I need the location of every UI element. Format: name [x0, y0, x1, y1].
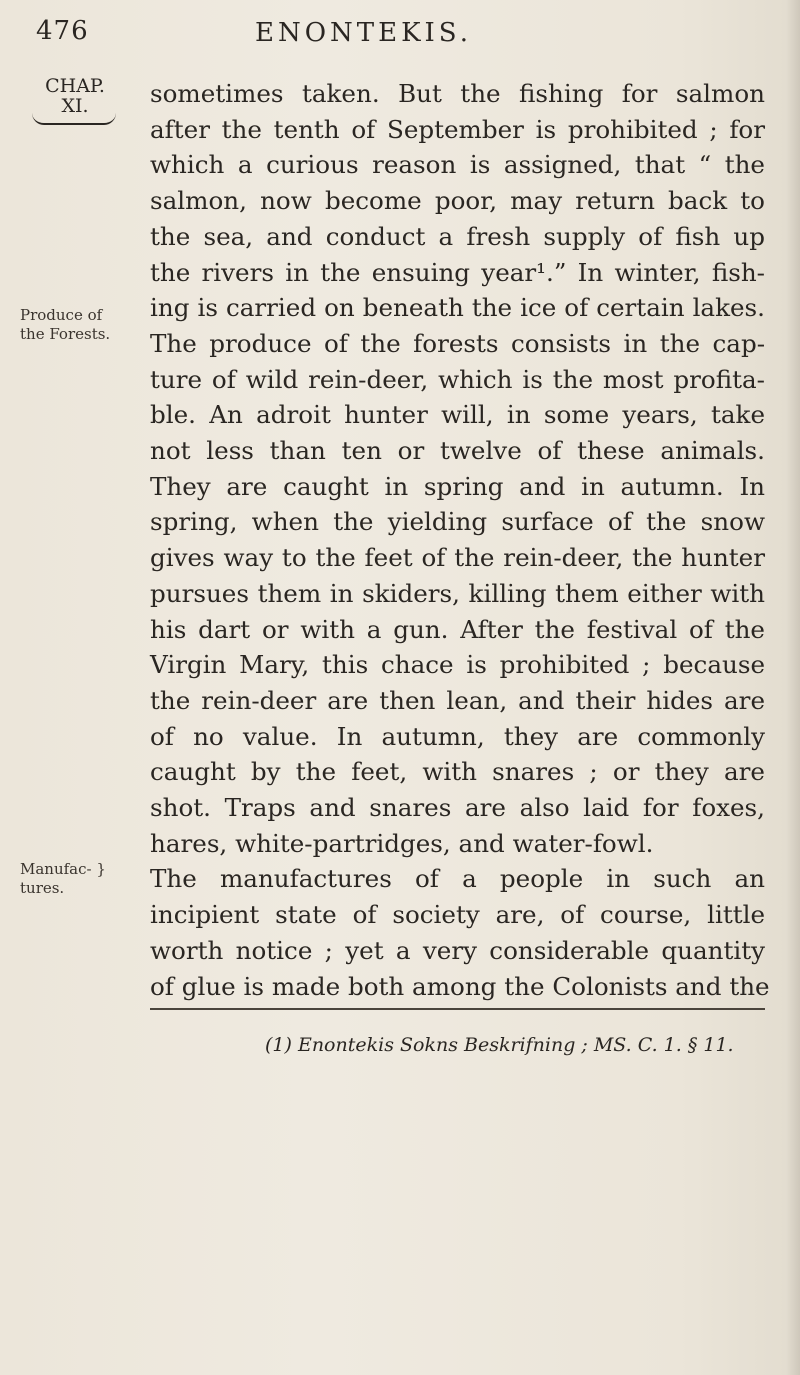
text-line: ing is carried on beneath the ice of certain lakes.: [150, 293, 765, 323]
text-line: salmon, now become poor, may return back to: [150, 186, 765, 216]
text-line: caught by the feet, with snares ; or they are: [150, 757, 765, 787]
text-line: Virgin Mary, this chace is prohibited ; because: [150, 650, 765, 680]
text-line: incipient state of society are, of course, little: [150, 900, 765, 930]
text-line: which a curious reason is assigned, that “ the: [150, 150, 765, 180]
text-line: the sea, and conduct a fresh supply of fish up: [150, 221, 765, 251]
footnote: (1) Enontekis Sokns Beskrifning ; MS. C. 1. § 11.: [265, 1034, 734, 1056]
text-line: The produce of the forests consists in the cap-: [150, 328, 765, 358]
page-edge-shadow: [786, 0, 800, 1375]
text-line: shot. Traps and snares are also laid for foxes,: [150, 793, 765, 823]
side-note-produce: [20, 306, 126, 344]
footnote-rule: [150, 1008, 765, 1010]
chapter-label: CHAP.: [45, 75, 105, 97]
chapter-number: XI.: [61, 95, 89, 117]
side-note-line: Manufac- }: [20, 860, 106, 878]
text-line: They are caught in spring and in autumn. In: [150, 471, 765, 501]
text-line: gives way to the feet of the rein-deer, the hunter: [150, 543, 765, 573]
text-line: ble. An adroit hunter will, in some years, take: [150, 400, 765, 430]
text-line: the rein-deer are then lean, and their hides are: [150, 685, 765, 715]
side-note-line: Produce of: [20, 306, 103, 324]
text-line: spring, when the yielding surface of the snow: [150, 507, 765, 537]
text-line: after the tenth of September is prohibited ; for: [150, 114, 765, 144]
side-note-manufactures: [20, 860, 126, 898]
side-note-line: the Forests.: [20, 325, 111, 343]
text-line: not less than ten or twelve of these animals.: [150, 436, 765, 466]
text-line: sometimes taken. But the fishing for salmon: [150, 79, 765, 108]
text-line: The manufactures of a people in such an: [150, 864, 765, 894]
text-line: ture of wild rein-deer, which is the most profita-: [150, 364, 765, 394]
page-number: 476: [36, 16, 89, 46]
text-line: the rivers in the ensuing year¹.” In winter, fish-: [150, 257, 765, 287]
side-note-line: tures.: [20, 879, 65, 897]
chapter-brace: [32, 113, 116, 125]
text-line: of no value. In autumn, they are commonly: [150, 721, 765, 751]
text-line: worth notice ; yet a very considerable quantity: [150, 935, 765, 965]
text-line: hares, white-partridges, and water-fowl.: [150, 828, 654, 858]
text-line: his dart or with a gun. After the festival of the: [150, 614, 765, 644]
text-line: of glue is made both among the Colonists and the: [150, 971, 770, 1001]
body-text: [150, 76, 770, 1004]
running-head: ENONTEKIS.: [255, 18, 472, 48]
chapter-marker: [30, 76, 120, 116]
text-line: pursues them in skiders, killing them either with: [150, 578, 765, 608]
